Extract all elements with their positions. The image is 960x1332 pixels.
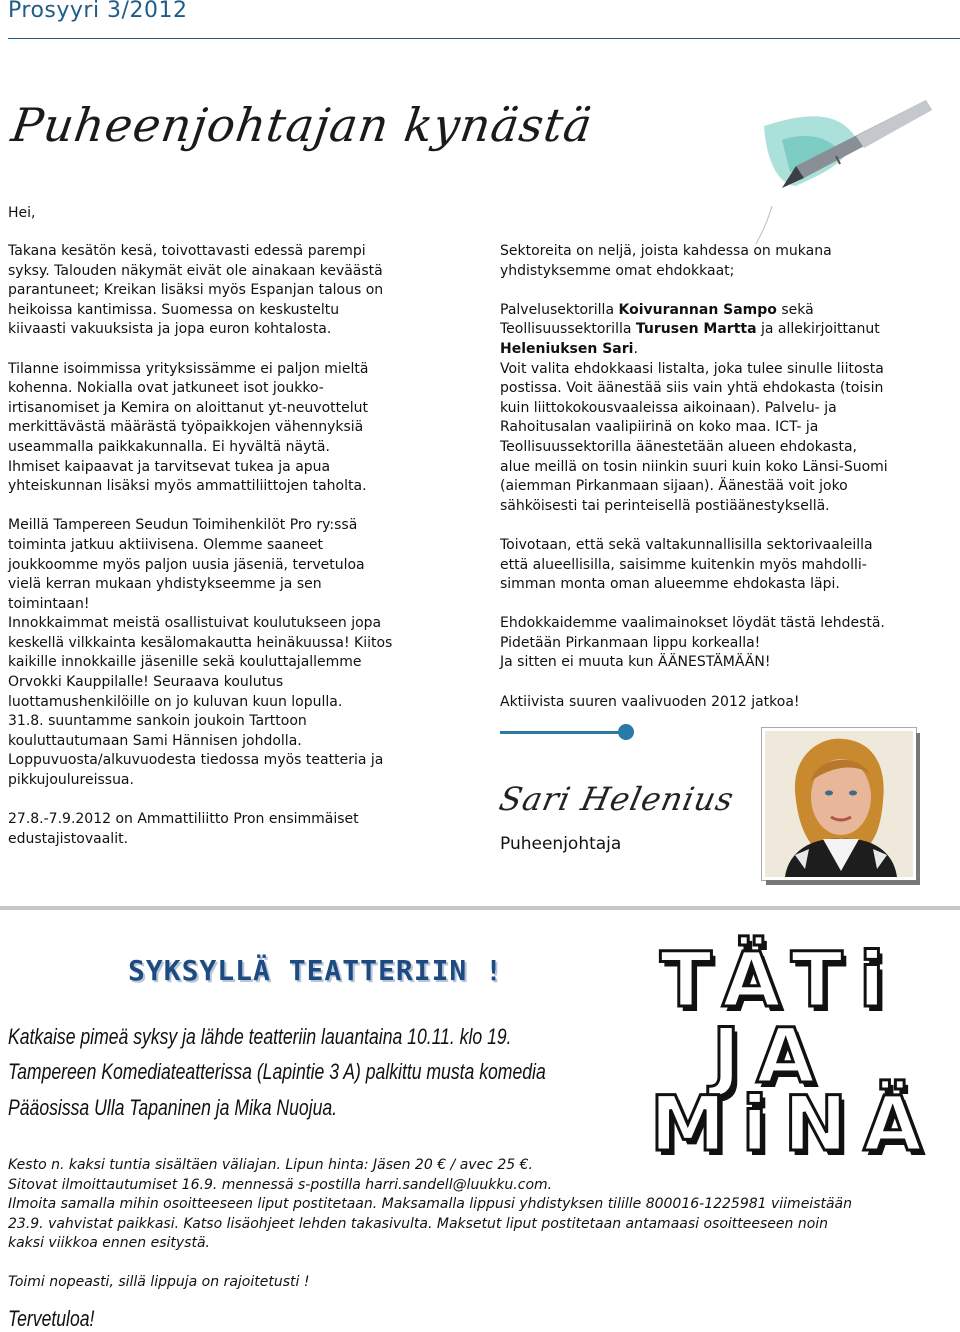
text-line: Sektoreita on neljä, joista kahdessa on mukana <box>500 243 832 259</box>
hurry-note: Toimi nopeasti, sillä lippuja on rajoitetusti ! <box>8 1274 310 1290</box>
paragraph-ads <box>500 614 940 673</box>
detail-line: Sitovat ilmoittautumiset 16.9. mennessä s-postilla harri.sandell@luukku.com. <box>8 1176 553 1193</box>
left-column <box>8 242 438 869</box>
right-column <box>500 242 940 732</box>
author-photo <box>762 728 916 880</box>
paragraph-3 <box>8 516 438 790</box>
text-line: Rahoitusalan vaalipiirinä on koko maa. ICT- ja <box>500 419 819 436</box>
text-line: toiminta jatkuu aktiivisena. Olemme saaneet <box>8 536 323 553</box>
show-title-line-2: JA <box>712 1011 832 1100</box>
article-title: Puheenjohtajan kynästä <box>8 98 596 152</box>
text-line: toimintaan! <box>8 595 90 612</box>
text-line: heikoissa kantimissa. Suomessa on keskusteltu <box>8 301 340 318</box>
text-line: Voit valita ehdokkaasi listalta, joka tulee sinulle liitosta <box>500 360 884 377</box>
text-line: kohenna. Nokialla ovat jatkuneet isot joukko- <box>8 380 324 397</box>
text-line: irtisanomiset ja Kemira on aloittanut yt-neuvottelut <box>8 399 368 416</box>
text-line: Innokkaimmat meistä osallistuivat koulutukseen jopa <box>8 615 382 632</box>
text-line: Orvokki Kauppilalle! Seuraava koulutus <box>8 674 284 691</box>
text-line: kiivaasti vakuuksista ja jopa euron kohtalosta. <box>8 321 332 338</box>
text-line: Palvelusektorilla <box>500 301 619 318</box>
text-line: Ihmiset kaipaavat ja tarvitsevat tukea ja apua <box>8 458 331 475</box>
signature-role: Puheenjohtaja <box>500 834 622 854</box>
text-line: Takana kesätön kesä, toivottavasti edessä parempi <box>8 243 366 259</box>
text-line: sekä <box>776 301 814 318</box>
text-line: ja allekirjoittanut <box>756 321 880 338</box>
candidate-name: Koivurannan Sampo <box>618 301 777 318</box>
text-line: sähköisesti tai perinteisellä postiäänestyksellä. <box>500 497 830 514</box>
welcome-text: Tervetuloa! <box>8 1306 95 1331</box>
candidate-name: Turusen Martta <box>635 321 757 338</box>
text-line: merkittävästä määrästä työpaikkojen vähennyksiä <box>8 419 364 436</box>
promo-line-2: Tampereen Komediateatterissa (Lapintie 3 A) palkittu musta komedia <box>8 1059 546 1084</box>
promo-line-3: Pääosissa Ulla Tapaninen ja Mika Nuojua. <box>8 1095 338 1120</box>
text-line: (aiemman Pirkanmaan sijaan). Äänestää voit joko <box>500 478 848 495</box>
paragraph-hope <box>500 536 940 595</box>
text-line: useammalla paikkakunnalla. Ei hyvältä näytä. <box>8 438 330 455</box>
detail-line: kaksi viikkoa ennen esitystä. <box>8 1235 210 1252</box>
text-line: postissa. Voit äänestää siis vain yhtä ehdokasta (toisin <box>500 380 884 397</box>
text-line: joukkoomme myös paljon uusia jäseniä, tervetuloa <box>8 556 365 573</box>
text-line: 31.8. suuntamme sankoin joukoin Tarttoon <box>8 713 307 730</box>
detail-line: Ilmoita samalla mihin osoitteeseen liput postitetaan. Maksamalla lippusi yhdistyksen tilille 800016-1225981 viimeistään <box>8 1196 853 1213</box>
paragraph-4 <box>8 810 438 849</box>
text-line: että alueellisilla, saisimme kuitenkin myös mahdolli- <box>500 556 867 573</box>
text-line: Teollisuussektorilla <box>500 321 636 338</box>
pen-icon <box>736 66 936 246</box>
show-title-line-1: TÄTi <box>660 935 901 1024</box>
detail-line: Kesto n. kaksi tuntia sisältäen väliajan. Lipun hinta: Jäsen 20 € / avec 25 €. <box>8 1157 533 1173</box>
text-line: Ehdokkaidemme vaalimainokset löydät tästä lehdestä. <box>500 615 885 632</box>
text-line: kaikille innokkaille jäsenille sekä kouluttajallemme <box>8 654 362 671</box>
text-line: kuin liittokokousvaaleissa aikoinaan). Palvelu- ja <box>500 399 837 416</box>
text-line: edustajistovaalit. <box>8 830 129 847</box>
ticket-details <box>8 1156 928 1254</box>
header-rule <box>8 38 960 39</box>
text-line: vielä kerran mukaan yhdistykseemme ja sen <box>8 576 322 593</box>
text-line: Meillä Tampereen Seudun Toimihenkilöt Pro ry:ssä <box>8 517 358 534</box>
decorative-dot <box>618 724 634 740</box>
text-line: alue meillä on tosin niinkin suuri kuin koko Länsi-Suomi <box>500 458 888 475</box>
text-line: luottamushenkilöille on jo kuluvan kuun lopulla. <box>8 693 343 710</box>
promo-line-1: Katkaise pimeä syksy ja lähde teatteriin lauantaina 10.11. klo 19. <box>8 1024 512 1049</box>
text-line: yhdistyksemme omat ehdokkaat; <box>500 262 735 279</box>
paragraph-1 <box>8 242 438 340</box>
candidate-name: Heleniuksen Sari <box>500 340 634 357</box>
text-line: Aktiivista suuren vaalivuoden 2012 jatkoa! <box>500 693 800 710</box>
section-divider <box>0 906 960 910</box>
text-line: keskellä vilkkainta kesälomakautta heinäkuussa! Kiitos <box>8 634 393 651</box>
paragraph-sectors <box>500 242 940 281</box>
text-line: syksy. Talouden näkymät eivät ole ainakaan keväästä <box>8 262 383 279</box>
text-line: Tilanne isoimmissa yrityksissämme ei paljon mieltä <box>8 360 369 377</box>
greeting: Hei, <box>8 205 36 221</box>
text-line: parantuneet; Kreikan lisäksi myös Espanjan talous on <box>8 282 384 299</box>
text-line: pikkujoulureissua. <box>8 772 134 789</box>
magazine-issue-title: Prosyyri 3/2012 <box>8 0 188 23</box>
text-line: Loppuvuosta/alkuvuodesta tiedossa myös teatteria ja <box>8 752 384 769</box>
text-line: 27.8.-7.9.2012 on Ammattiliitto Pron ensimmäiset <box>8 811 359 828</box>
paragraph-2 <box>8 360 438 497</box>
text-line: Teollisuussektorilla äänestetään alueen ehdokasta, <box>500 438 857 455</box>
text-line: Ja sitten ei muuta kun ÄÄNESTÄMÄÄN! <box>500 654 771 671</box>
text-line: . <box>633 340 638 357</box>
detail-line: 23.9. vahvistat paikkasi. Katso lisäohjeet lehden takasivulta. Maksetut liput postitetaan antamaasi osoitteeseen noin <box>8 1215 829 1232</box>
text-line: kouluttautumaan Sami Hännisen johdolla. <box>8 732 302 749</box>
decorative-rule <box>500 731 625 734</box>
signature: Sari Helenius <box>495 780 738 818</box>
text-line: Pidetään Pirkanmaan lippu korkealla! <box>500 634 761 651</box>
paragraph-closing <box>500 693 940 713</box>
text-line: simman monta oman alueemme ehdokasta läpi. <box>500 576 840 593</box>
theatre-heading: SYKSYLLÄ TEATTERIIN ! <box>128 954 504 987</box>
paragraph-candidates <box>500 301 940 517</box>
show-title-line-3: MiNÄ <box>650 1079 939 1168</box>
text-line: Toivotaan, että sekä valtakunnallisilla sektorivaaleilla <box>500 536 873 553</box>
text-line: yhteiskunnan lisäksi myös ammattiliittojen taholta. <box>8 478 367 495</box>
